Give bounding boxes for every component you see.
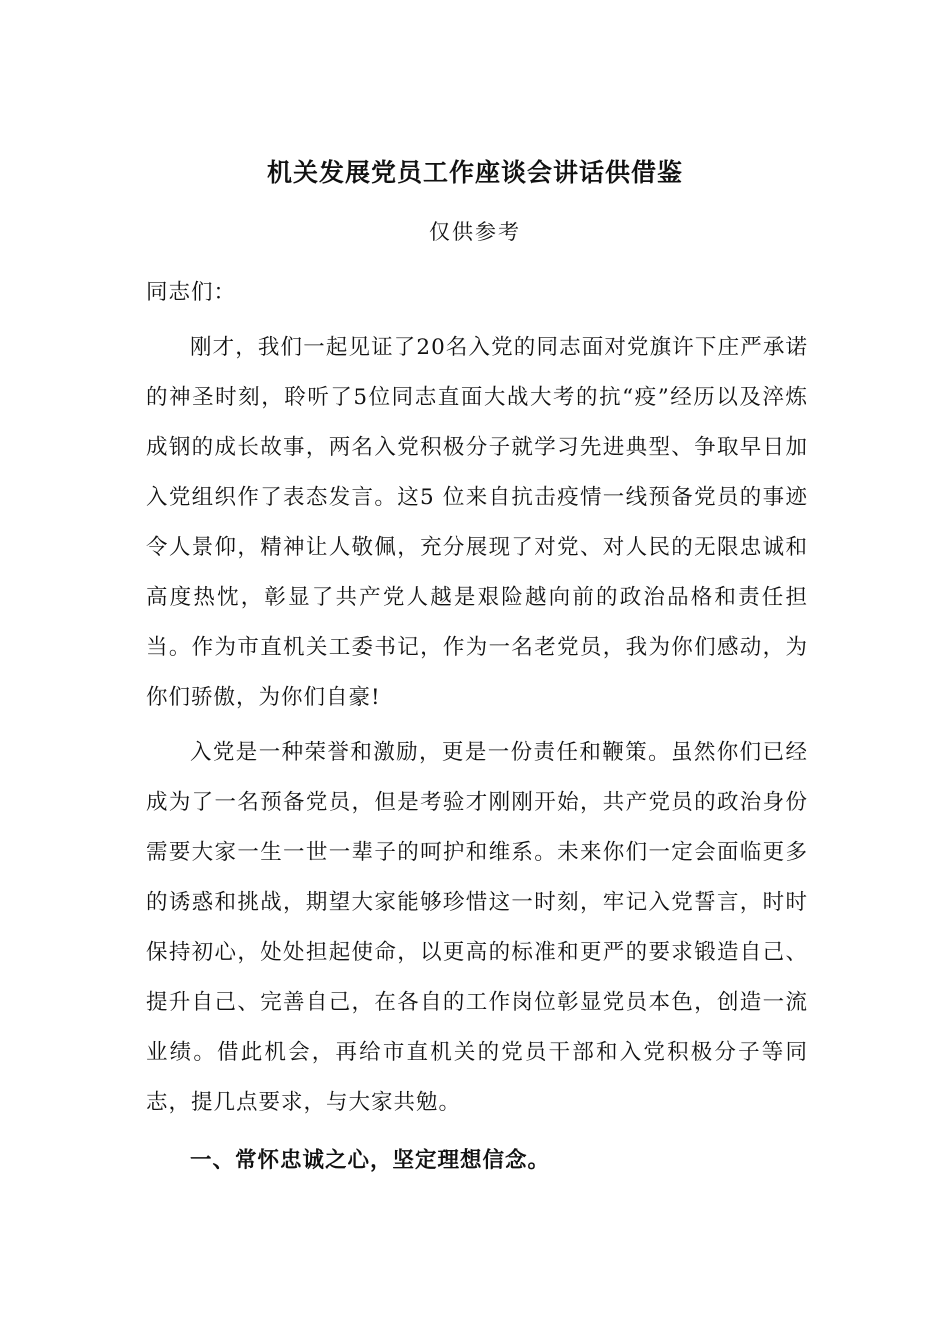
paragraph-1: 刚才，我们一起见证了20名入党的同志面对党旗许下庄严承诺的神圣时刻，聆听了5位同志直面大战大考的抗“疫”经历以及淬炼成钢的成长故事，两名入党积极分子就学习先进典型、争取早日加入党组织作了表态发言。这5 位来自抗击疫情一线预备党员的事迹令人景仰，精神让人敬佩，充分展现了对党、对人民的无限忠诚和高度热忱，彰显了共产党人越是艰险越向前的政治品格和责任担当。作为市直机关工委书记，作为一名老党员，我为你们感动，为你们骄傲，为你们自豪! (146, 335, 808, 710)
document-subtitle: 仅供参考 (429, 220, 521, 244)
salutation: 同志们： (146, 280, 237, 305)
section-heading-1: 一、常怀忠诚之心，坚定理想信念。 (190, 1148, 551, 1173)
document-title: 机关发展党员工作座谈会讲话供借鉴 (266, 158, 683, 187)
paragraph-2: 入党是一种荣誉和激励，更是一份责任和鞭策。虽然你们已经成为了一名预备党员，但是考验才刚刚开始，共产党员的政治身份需要大家一生一世一辈子的呵护和维系。未来你们一定会面临更多的诱惑和挑战，期望大家能够珍惜这一时刻，牢记入党誓言，时时保持初心，处处担起使命，以更高的标准和更严的要求锻造自己、提升自己、完善自己，在各自的工作岗位彰显党员本色，创造一流业绩。借此机会，再给市直机关的党员干部和入党积极分子等同志，提几点要求，与大家共勉。 (146, 740, 808, 1115)
